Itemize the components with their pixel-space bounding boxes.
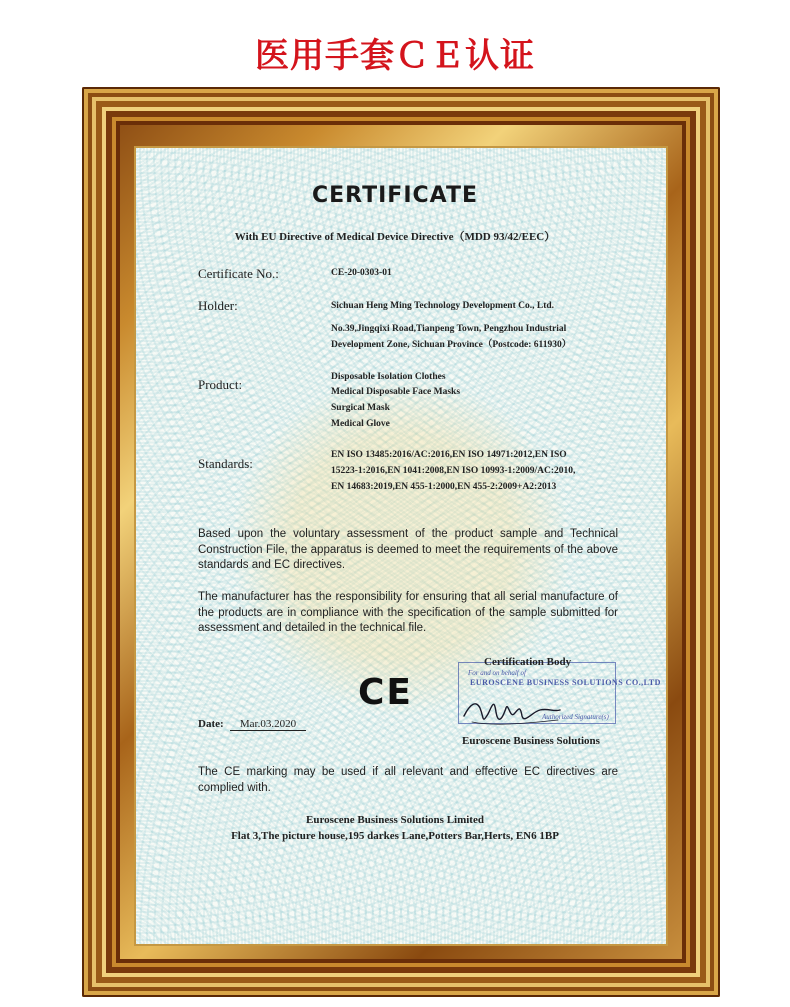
- signature-icon: [462, 690, 562, 730]
- page-heading: 医用手套ＣＥ认证: [255, 36, 535, 76]
- ce-marking-paragraph: The CE marking may be used if all relevant and effective EC directives are complied with.: [198, 766, 618, 794]
- product-label: Product:: [198, 377, 243, 392]
- holder-address-line: No.39,Jingqixi Road,Tianpeng Town, Pengzhou Industrial: [331, 324, 567, 334]
- date-label: Date:: [198, 718, 224, 730]
- certificate-no-value: CE-20-0303-01: [331, 268, 392, 278]
- standards-line: EN ISO 13485:2016/AC:2016,EN ISO 14971:2012,EN ISO: [331, 450, 567, 460]
- product-item: Medical Glove: [331, 419, 390, 429]
- product-item: Medical Disposable Face Masks: [331, 387, 461, 397]
- certification-body-name: Euroscene Business Solutions: [462, 735, 600, 747]
- footer-address: Flat 3,The picture house,195 darkes Lane,Potters Bar,Herts, EN6 1BP: [231, 830, 559, 842]
- standards-line: 15223-1:2016,EN 1041:2008,EN ISO 10993-1:2009/AC:2010,: [331, 466, 576, 476]
- standards-label: Standards:: [198, 456, 253, 471]
- holder-label: Holder:: [198, 298, 238, 313]
- holder-name: Sichuan Heng Ming Technology Development Co., Ltd.: [331, 301, 555, 311]
- certificate-title: CERTIFICATE: [311, 183, 479, 208]
- product-item: Disposable Isolation Clothes: [331, 372, 446, 382]
- assessment-paragraph: Based upon the voluntary assessment of the product sample and Technical Construction File, the apparatus is deemed to meet the requirements of the above standards and EC directives.: [198, 528, 618, 571]
- certification-body-label: Certification Body: [484, 656, 572, 668]
- holder-address-line: Development Zone, Sichuan Province（Postcode: 611930）: [331, 340, 572, 350]
- stamp-text: For and on behalf of: [468, 669, 526, 677]
- ce-mark-logo: CE: [358, 672, 414, 713]
- certificate-no-label: Certificate No.:: [198, 266, 279, 281]
- standards-line: EN 14683:2019,EN 455-1:2000,EN 455-2:2009+A2:2013: [331, 482, 557, 492]
- product-item: Surgical Mask: [331, 403, 390, 413]
- stamp-signature-label: Authorized Signature(s): [542, 713, 609, 721]
- stamp-company: EUROSCENE BUSINESS SOLUTIONS CO.,LTD: [470, 678, 661, 687]
- responsibility-paragraph: The manufacturer has the responsibility for ensuring that all serial manufacture of the products are in compliance with the specification of the sample submitted for assessment and detailed in the technical file.: [198, 591, 618, 634]
- footer-company: Euroscene Business Solutions Limited: [306, 814, 484, 826]
- date-value: Mar.03.2020: [230, 718, 306, 731]
- certificate-subtitle: With EU Directive of Medical Device Directive（MDD 93/42/EEC）: [234, 231, 556, 243]
